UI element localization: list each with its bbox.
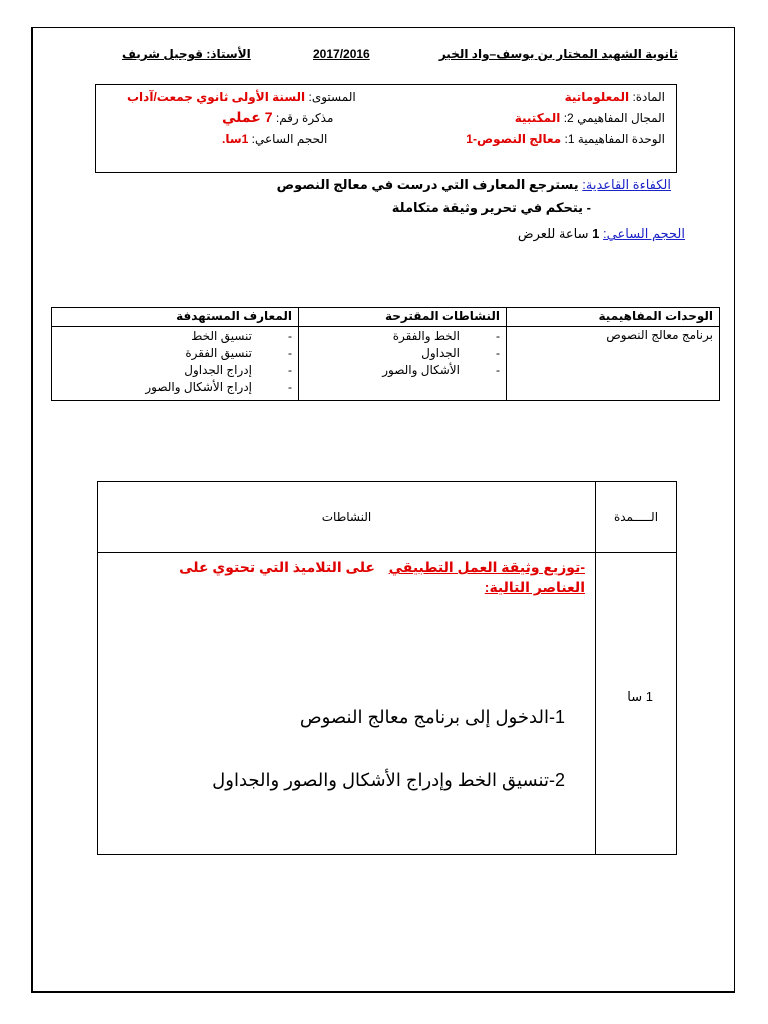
level-value: السنة الأولى ثانوي جمعت/آداب: [127, 90, 306, 104]
header-knowledge: المعارف المستهدفة: [52, 308, 299, 327]
domain-line: [515, 111, 665, 125]
list-item: - الجداول: [305, 345, 500, 362]
hours-value: 1سا.: [222, 132, 249, 146]
list-item: - إدراج الجداول: [58, 362, 292, 379]
teacher-name: الأستاذ: قوجيل شريف: [122, 47, 251, 61]
competency-label: الكفاءة القاعدية:: [582, 177, 671, 192]
memo-value: 7 عملي: [222, 109, 273, 125]
list-item: - إدراج الأشكال والصور: [58, 379, 292, 396]
subject-value: المعلوماتية: [564, 90, 630, 104]
list-item: - تنسيق الخط: [58, 328, 292, 345]
unit-cell: برنامج معالج النصوص: [507, 327, 720, 401]
activity-table-header: [98, 482, 677, 553]
units-table-header: [52, 308, 720, 327]
intro-line-2: العناصر التالية:: [484, 579, 585, 595]
units-table: [51, 307, 720, 401]
list-item: - الأشكال والصور: [305, 362, 500, 379]
unit-label: الوحدة المفاهيمية 1:: [564, 132, 665, 146]
list-item: - الخط والفقرة: [305, 328, 500, 345]
knowledge-cell: [52, 327, 299, 401]
level-line: [127, 90, 356, 104]
school-name: ثانوية الشهيد المختار بن يوسف–واد الخير: [438, 47, 678, 61]
competency-text: يسترجع المعارف التي درست في معالج النصوص: [276, 177, 579, 192]
unit-value: معالج النصوص-1: [466, 132, 562, 146]
intro-part-1: -توزيع وثيقة العمل التطبيقي: [388, 559, 585, 575]
duration-header: الـــــمدة: [596, 482, 677, 553]
unit-line: [466, 132, 665, 146]
activity-table-row: [98, 553, 677, 855]
competency-line-2: - يتحكم في تحرير وثيقة متكاملة: [391, 200, 591, 215]
subject-line: [565, 90, 665, 104]
school-year: 2017/2016: [313, 47, 370, 61]
hours-line: [222, 132, 327, 146]
hours-label: الحجم الساعي:: [251, 132, 328, 146]
step-1: 1-الدخول إلى برنامج معالج النصوص: [299, 707, 565, 727]
header-activities: النشاطات المقترحة: [299, 308, 507, 327]
volume-rest: ساعة للعرض: [517, 226, 589, 241]
domain-label: المجال المفاهيمي 2:: [563, 111, 665, 125]
memo-label: مذكرة رقم:: [275, 111, 334, 125]
domain-value: المكتبية: [514, 111, 561, 125]
competency-line: [277, 177, 671, 193]
volume-value: 1: [592, 226, 600, 241]
level-label: المستوى:: [308, 90, 356, 104]
list-item: - تنسيق الفقرة: [58, 345, 292, 362]
volume-label: الحجم الساعي:: [603, 226, 685, 241]
activities-content-cell: [98, 553, 596, 855]
subject-label: المادة:: [632, 90, 665, 104]
volume-line: [518, 226, 685, 242]
step-2: 2-تنسيق الخط وإدراج الأشكال والصور والجداول: [212, 770, 565, 790]
duration-cell: [596, 553, 677, 855]
activities-header: النشاطات: [98, 482, 596, 553]
duration-value: 1 سا: [627, 689, 653, 704]
memo-line: [222, 109, 333, 126]
intro-part-2: على التلاميذ التي تحتوي على: [179, 559, 375, 575]
units-table-row: [52, 327, 720, 401]
header-units: الوحدات المفاهيمية: [507, 308, 720, 327]
activities-cell: [299, 327, 507, 401]
activity-table: [97, 481, 677, 855]
